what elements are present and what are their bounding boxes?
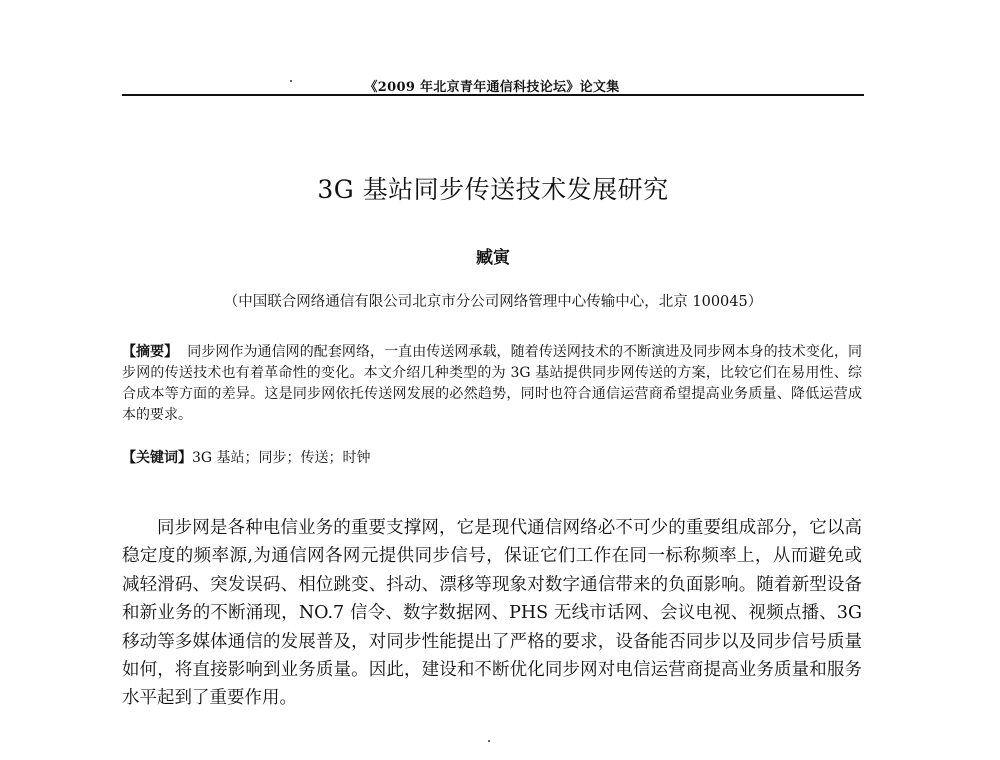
keywords-text: 3G 基站；同步；传送；时钟	[192, 450, 371, 466]
body-paragraph: 同步网是各种电信业务的重要支撑网，它是现代通信网络必不可少的重要组成部分，它以高稳定度的频率源,为通信网各网元提供同步信号，保证它们工作在同一标称频率上，从而避免或减轻滑码、突发误码、相位跳变、抖动、漂移等现象对数字通信带来的负面影响。随着新型设备和新业务的不断涌现，NO.7 信令、数字数据网、PHS 无线市话网、会议电视、视频点播、3G 移动等多媒体通信的发展普及，对同步性能提出了严格的要求，设备能否同步以及同步信号质量如何，将直接影响到业务质量。因此，建设和不断优化同步网对电信运营商提高业务质量和服务水平起到了重要作用。	[122, 518, 862, 709]
abstract	[122, 342, 862, 426]
paper-title: 3G 基站同步传送技术发展研究	[317, 175, 669, 204]
abstract-label: 【摘要】	[122, 344, 179, 360]
keywords	[122, 448, 862, 469]
keywords-label: 【关键词】	[122, 450, 192, 466]
header-rule	[122, 94, 864, 96]
scan-speck	[488, 740, 490, 742]
running-header: 《2009 年北京青年通信科技论坛》论文集	[364, 80, 620, 95]
author-affiliation: （中国联合网络通信有限公司北京市分公司网络管理中心传输中心，北京 100045）	[223, 294, 763, 310]
abstract-text: 同步网作为通信网的配套网络，一直由传送网承载，随着传送网技术的不断演进及同步网本身的技术变化，同步网的传送技术也有着革命性的变化。本文介绍几种类型的为 3G 基站提供同步网传送的方案，比较它们在易用性、综合成本等方面的差异。这是同步网依托传送网发展的必然趋势，同时也符合通信运营商希望提高业务质量、降低运营成本的要求。	[122, 344, 863, 423]
paper-author: 臧寅	[476, 248, 510, 268]
